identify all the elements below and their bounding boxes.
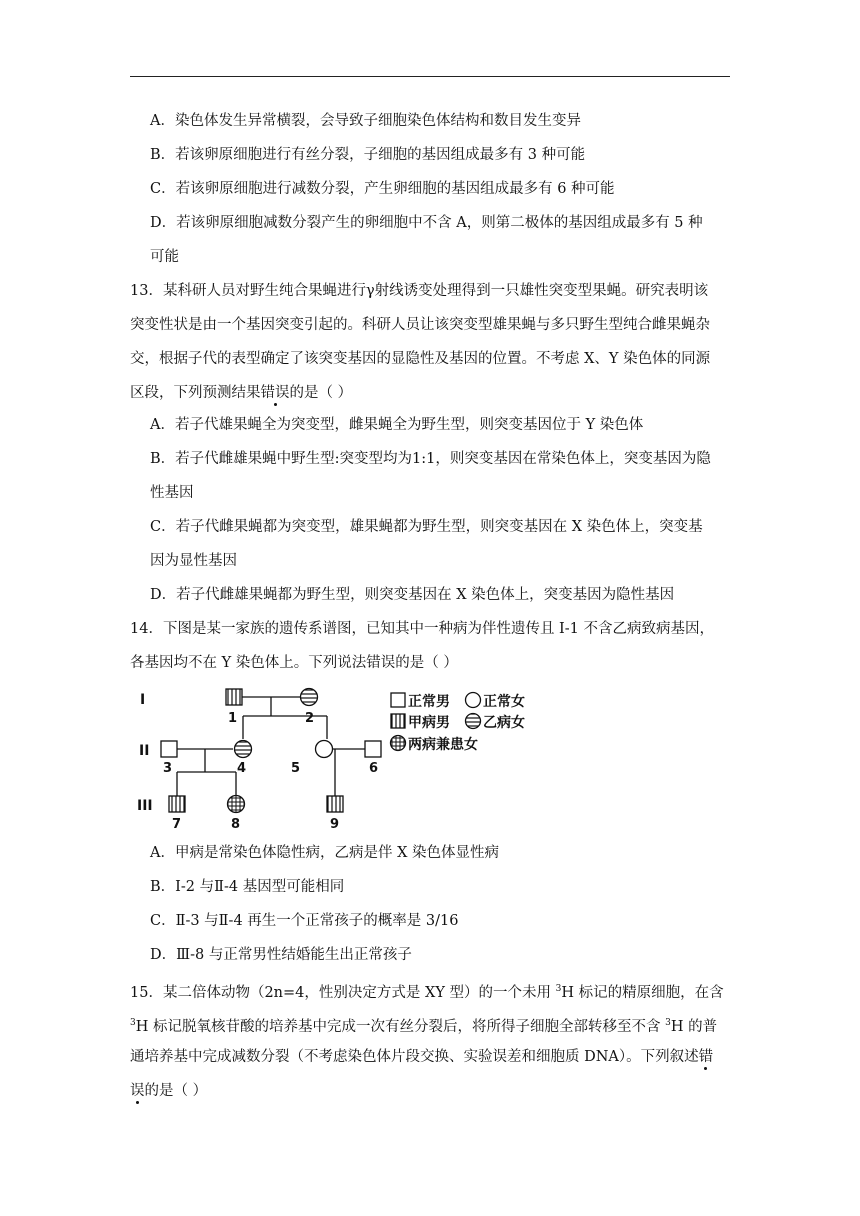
gen-label-ii: II — [139, 743, 150, 759]
pedigree-chart — [130, 680, 550, 830]
gen-label-iii: III — [137, 798, 153, 814]
num-6: 6 — [369, 761, 379, 776]
legend-normal-male-symbol — [391, 693, 405, 707]
num-7: 7 — [172, 817, 182, 830]
q12-option-a: A．染色体发生异常横裂，会导致子细胞染色体结构和数目发生变异 — [150, 113, 581, 129]
q12-option-d: D．若该卵原细胞减数分裂产生的卵细胞中不含 A，则第二极体的基因组成最多有 5 种 — [150, 215, 703, 231]
q12-option-b: B．若该卵原细胞进行有丝分裂，子细胞的基因组成最多有 3 种可能 — [150, 147, 586, 163]
q15-stem-line1 — [130, 979, 724, 1003]
q13-option-c: C．若子代雌果蝇都为突变型，雄果蝇都为野生型，则突变基因在 X 染色体上，突变基 — [150, 519, 703, 535]
q15-s3-a: 通培养基中完成减数分裂（不考虑染色体片段交换、实验误差和细胞质 DNA）。下列叙述 — [130, 1049, 699, 1065]
q15-s1-b: H 标记的精原细胞，在含 — [561, 984, 724, 1001]
individual-ii-3 — [161, 741, 177, 757]
num-1: 1 — [228, 711, 238, 726]
q15-s2-a: H 标记脱氧核苷酸的培养基中完成一次有丝分裂后，将所得子细胞全部转移至不含 — [135, 1018, 666, 1035]
individual-iii-9 — [327, 796, 343, 812]
num-5: 5 — [291, 761, 301, 776]
legend-both-female-symbol — [391, 736, 406, 751]
num-9: 9 — [330, 817, 340, 830]
q13-stem-line1: 13．某科研人员对野生纯合果蝇进行γ射线诱变处理得到一只雄性突变型果蝇。研究表明该 — [130, 283, 709, 299]
q14-option-a: A．甲病是常染色体隐性病，乙病是伴 X 染色体显性病 — [150, 845, 500, 861]
legend-both-female: 两病兼患女 — [408, 737, 478, 753]
q13-emphasis: 错误 — [260, 385, 290, 401]
legend-normal-female: 正常女 — [483, 694, 525, 710]
q15-stem-line3 — [130, 1047, 713, 1067]
q15-s3-emphasis: 错 — [698, 1049, 714, 1065]
q15-stem-line4 — [130, 1081, 207, 1101]
q15-s1-sup: 3 — [555, 984, 562, 994]
q15-s1-a: 15．某二倍体动物（2n=4，性别决定方式是 XY 型）的一个未用 — [130, 984, 556, 1001]
legend-jia-male-symbol — [391, 714, 405, 728]
q13-option-b: B．若子代雌雄果蝇中野生型:突变型均为1:1，则突变基因在常染色体上，突变基因为隐 — [150, 451, 711, 467]
q14-option-b: B．I-2 与Ⅱ-4 基因型可能相同 — [150, 879, 345, 895]
gen-label-i: I — [140, 692, 146, 708]
legend-yi-female-symbol — [466, 714, 481, 729]
q15-s2-sup1: 3 — [130, 1018, 136, 1028]
q15-s4-emphasis: 误 — [130, 1083, 145, 1099]
individual-iii-8 — [228, 796, 245, 813]
num-4: 4 — [237, 761, 247, 776]
q14-stem-line1: 14．下图是某一家族的遗传系谱图，已知其中一种病为伴性遗传且 I-1 不含乙病致病基因， — [130, 621, 715, 637]
q13-stem-line2: 突变性状是由一个基因突变引起的。科研人员让该突变型雄果蝇与多只野生型纯合雌果蝇杂 — [130, 317, 710, 333]
individual-i-2 — [301, 689, 318, 706]
legend-yi-female: 乙病女 — [483, 715, 525, 731]
header-rule — [130, 76, 730, 77]
num-3: 3 — [163, 761, 173, 776]
q14-stem-line2: 各基因均不在 Y 染色体上。下列说法错误的是（ ） — [130, 655, 458, 671]
q14-option-c: C．Ⅱ-3 与Ⅱ-4 再生一个正常孩子的概率是 3/16 — [150, 913, 459, 929]
q14-option-d: D．Ⅲ-8 与正常男性结婚能生出正常孩子 — [150, 947, 412, 963]
individual-ii-4 — [235, 741, 252, 758]
q13-option-d: D．若子代雌雄果蝇都为野生型，则突变基因在 X 染色体上，突变基因为隐性基因 — [150, 587, 675, 603]
legend-normal-male: 正常男 — [408, 694, 450, 710]
num-8: 8 — [231, 817, 241, 830]
q12-option-d-cont: 可能 — [150, 249, 179, 265]
individual-i-1 — [226, 689, 242, 705]
q13-stem4-post: 的是（ ） — [289, 385, 353, 401]
individual-ii-5 — [316, 741, 333, 758]
q13-option-a: A．若子代雄果蝇全为突变型，雌果蝇全为野生型，则突变基因位于 Y 染色体 — [150, 417, 644, 433]
q13-stem4-pre: 区段，下列预测结果 — [130, 385, 261, 401]
legend-jia-male: 甲病男 — [408, 715, 450, 731]
q15-s2-b: H 的普 — [670, 1018, 718, 1035]
q13-stem-line4 — [130, 383, 352, 403]
individual-ii-6 — [365, 741, 381, 757]
q15-s4-b: 的是（ ） — [144, 1083, 208, 1099]
q15-s2-sup2: 3 — [665, 1018, 671, 1028]
individual-iii-7 — [169, 796, 185, 812]
q13-stem-line3: 交，根据子代的表型确定了该突变基因的显隐性及基因的位置。不考虑 X、Y 染色体的同源 — [130, 351, 711, 367]
q15-stem-line2 — [130, 1013, 717, 1037]
q13-option-b-cont: 性基因 — [150, 485, 194, 501]
q13-option-c-cont: 因为显性基因 — [150, 553, 237, 569]
num-2: 2 — [305, 711, 315, 726]
legend-normal-female-symbol — [466, 693, 481, 708]
q12-option-c: C．若该卵原细胞进行减数分裂，产生卵细胞的基因组成最多有 6 种可能 — [150, 181, 615, 197]
